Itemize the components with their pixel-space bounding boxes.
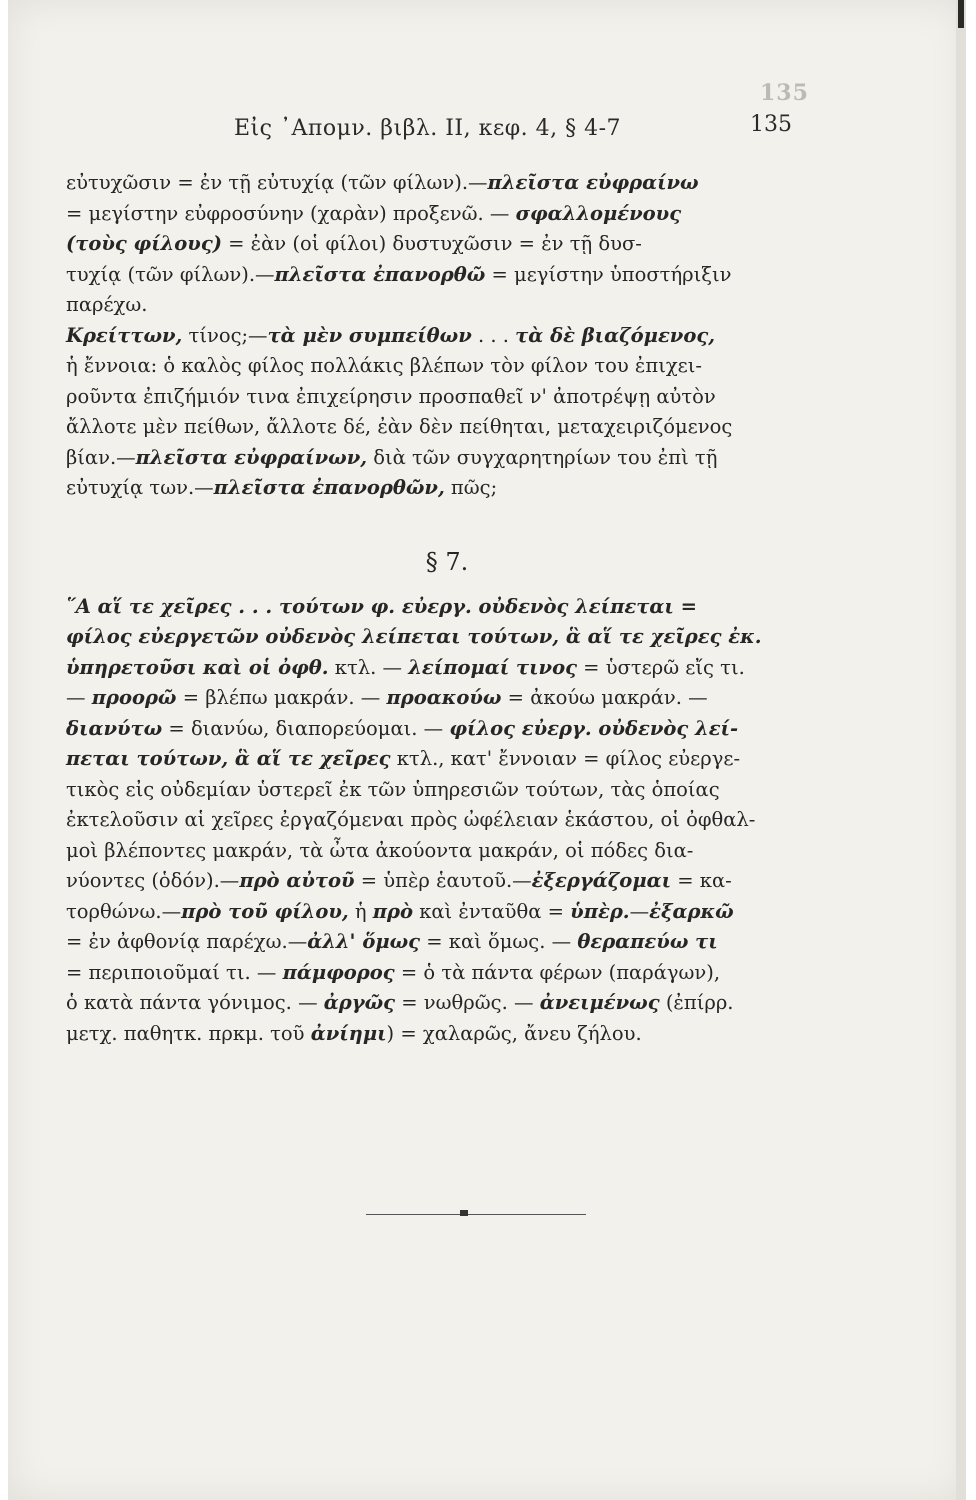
bold-term: πλεῖστα ἐπανορθῶ xyxy=(274,262,486,286)
bold-term: πλεῖστα εὐφραίνω xyxy=(487,171,699,194)
text-run: . . . xyxy=(471,323,516,347)
bold-term: τὰ δὲ βιαζόμενος, xyxy=(515,323,716,347)
text-run: = ἐν ἀφθονίᾳ παρέχω.— xyxy=(66,930,308,953)
spacer xyxy=(66,504,828,532)
text-run: εὐτυχίᾳ των.— xyxy=(66,476,214,499)
text-run: ἄλλοτε μὲν πείθων, ἄλλοτε δέ, ἐὰν δὲν πείθηται, μεταχειριζόμενος xyxy=(66,415,733,438)
book-page xyxy=(8,0,966,1500)
bold-term: πρὸ xyxy=(372,899,413,923)
text-run: πῶς; xyxy=(444,476,498,499)
text-run: = μεγίστην εὐφροσύνην (χαρὰν) προξενῶ. — xyxy=(66,201,516,225)
bleed-through-page-number: 135 xyxy=(760,80,809,106)
paragraph-section-7 xyxy=(66,592,828,1050)
bold-term: ἀλλ' ὅμως xyxy=(307,930,421,953)
bold-term: τὰ μὲν συμπείθων xyxy=(267,323,472,347)
text-run: εὐτυχῶσιν = ἐν τῇ εὐτυχίᾳ (τῶν φίλων).— xyxy=(66,171,488,194)
bold-term: πάμφορος xyxy=(282,960,395,984)
text-run: τικὸς εἰς οὐδεμίαν ὑστερεῖ ἐκ τῶν ὑπηρεσιῶν τούτων, τὰς ὁποίας xyxy=(66,777,720,801)
bold-term: ῞Α αἵ τε χεῖρες . . . τούτων φ. εὐεργ. οὐδενὸς λείπεται = xyxy=(66,594,697,618)
bold-term: ἀνειμένως xyxy=(539,991,660,1014)
text-line xyxy=(66,622,828,653)
text-line xyxy=(66,168,828,199)
text-line xyxy=(66,683,828,714)
text-line xyxy=(66,927,828,958)
text-run: μοὶ βλέποντες μακράν, τὰ ὦτα ἀκούοντα μακράν, οἱ πόδες δια- xyxy=(66,838,694,862)
text-run: — xyxy=(66,686,92,709)
text-line xyxy=(66,836,828,867)
page-number: 135 xyxy=(750,112,792,137)
text-line xyxy=(66,229,828,260)
bold-term: προακούω xyxy=(386,686,502,709)
text-line xyxy=(66,290,828,321)
text-run: = ἀκούω μακράν. — xyxy=(501,686,708,709)
text-run: τυχίᾳ (τῶν φίλων).— xyxy=(66,262,275,286)
bold-term: προορῶ xyxy=(91,686,177,709)
text-run: = ἐὰν (οἱ φίλοι) δυστυχῶσιν = ἐν τῇ δυσ- xyxy=(221,232,642,255)
text-line xyxy=(66,805,828,836)
text-run: διὰ τῶν συγχαρητηρίων του ἐπὶ τῇ xyxy=(367,445,718,469)
text-run: = περιποιοῦμαί τι. — xyxy=(66,960,283,984)
text-line xyxy=(66,412,828,443)
bold-term: ὑπηρετοῦσι καὶ οἱ ὀφθ. xyxy=(66,655,329,679)
text-run: νύοντες (ὁδόν).— xyxy=(66,869,240,892)
bold-term: πλεῖστα εὐφραίνων, xyxy=(135,445,368,469)
text-run: τορθώνω.— xyxy=(66,899,182,923)
bold-term: πρὸ τοῦ φίλου, xyxy=(181,899,349,923)
bold-term: λείπομαί τινος xyxy=(408,655,577,679)
text-run: = μεγίστην ὑποστήριξιν xyxy=(485,262,732,286)
text-run: = νωθρῶς. — xyxy=(395,991,540,1014)
text-run: ἐκτελοῦσιν αἱ χεῖρες ἐργαζόμεναι πρὸς ὠφέλειαν ἑκάστου, οἱ ὀφθαλ- xyxy=(66,808,756,831)
paragraph-1 xyxy=(66,168,828,321)
text-run: ροῦντα ἐπιζήμιόν τινα ἐπιχείρησιν προσπαθεῖ ν' ἀποτρέψῃ αὐτὸν xyxy=(66,384,716,408)
text-run: τίνος;— xyxy=(182,323,268,347)
text-run: καὶ ἐνταῦθα = xyxy=(413,899,571,923)
text-run: κτλ., κατ' ἔννοιαν = φίλος εὐεργε- xyxy=(390,747,741,770)
text-run: ) = χαλαρῶς, ἄνευ ζήλου. xyxy=(386,1021,642,1045)
text-run: = βλέπω μακράν. — xyxy=(176,686,387,709)
running-title: Εἰς ᾿Απομν. βιβλ. ΙΙ, κεφ. 4, § 4-7 xyxy=(234,116,622,141)
bold-term: (τοὺς φίλους) xyxy=(66,232,222,255)
bold-term: πλεῖστα ἐπανορθῶν, xyxy=(213,476,445,499)
paragraph-2 xyxy=(66,321,828,504)
bold-term: φίλος εὐεργετῶν οὐδενὸς λείπεται τούτων, ἃ αἵ τε χεῖρες ἐκ. xyxy=(66,625,762,648)
bold-term: σφαλλομένους xyxy=(515,201,682,225)
text-run: = ὑστερῶ εἴς τι. xyxy=(576,655,745,679)
text-line xyxy=(66,1019,828,1050)
bold-term: πεται τούτων, ἃ αἵ τε χεῖρες xyxy=(66,747,391,770)
end-rule-ornament xyxy=(460,1210,468,1216)
text-line xyxy=(66,321,828,352)
section-heading: § 7. xyxy=(425,547,469,576)
page-body xyxy=(66,168,828,1049)
text-run: ἡ ἔννοια: ὁ καλὸς φίλος πολλάκις βλέπων τὸν φίλον του ἐπιχει- xyxy=(66,354,702,377)
bold-term: ἀνίημι xyxy=(310,1021,387,1045)
text-line xyxy=(66,744,828,775)
text-line xyxy=(66,988,828,1019)
end-rule xyxy=(366,1214,586,1215)
text-line xyxy=(66,443,828,474)
text-line xyxy=(66,592,828,623)
text-line xyxy=(66,473,828,504)
text-line xyxy=(66,351,828,382)
text-run: = ὁ τὰ πάντα φέρων (παράγων), xyxy=(394,960,721,984)
page-edge xyxy=(956,0,966,1500)
text-run: μετχ. παθητκ. πρκμ. τοῦ xyxy=(66,1021,311,1045)
bold-term: ἀργῶς xyxy=(323,991,396,1014)
text-line xyxy=(66,866,828,897)
text-line xyxy=(66,897,828,928)
page-edge-mark xyxy=(958,0,964,28)
bold-term: ὑπὲρ. xyxy=(570,899,630,923)
text-run: (ἐπίρρ. xyxy=(659,991,734,1014)
bold-term: διανύτω xyxy=(66,716,163,740)
text-run: κτλ. — xyxy=(328,655,409,679)
text-line xyxy=(66,775,828,806)
text-line xyxy=(66,714,828,745)
bold-term: Κρείττων, xyxy=(66,323,183,347)
text-run: παρέχω. xyxy=(66,293,148,316)
text-run: = καὶ ὅμως. — xyxy=(420,930,578,953)
text-run: = κα- xyxy=(671,869,732,892)
text-line xyxy=(66,382,828,413)
running-header xyxy=(8,112,966,152)
text-run: ὁ κατὰ πάντα γόνιμος. — xyxy=(66,991,324,1014)
text-line xyxy=(66,199,828,230)
text-run: = ὑπὲρ ἑαυτοῦ.— xyxy=(354,869,532,892)
bold-term: ἐξεργάζομαι xyxy=(531,869,672,892)
bold-term: ἐξαρκῶ xyxy=(649,899,734,923)
bold-term: πρὸ αὐτοῦ xyxy=(239,869,355,892)
text-run: — xyxy=(629,899,650,923)
text-run: = διανύω, διαπορεύομαι. — xyxy=(162,716,450,740)
text-line xyxy=(66,958,828,989)
bold-term: φίλος εὐεργ. οὐδενὸς λεί- xyxy=(449,716,739,740)
text-run: ἡ xyxy=(348,899,373,923)
bold-term: θεραπεύω τι xyxy=(577,930,718,953)
text-line xyxy=(66,260,828,291)
text-line xyxy=(66,653,828,684)
text-run: βίαν.— xyxy=(66,445,136,469)
